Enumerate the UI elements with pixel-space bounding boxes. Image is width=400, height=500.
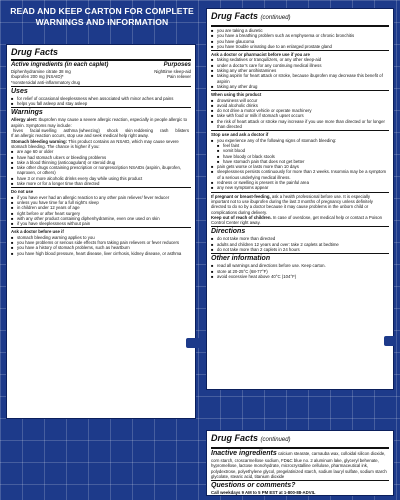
- divider: [211, 192, 389, 193]
- list-item: ■ if you have sleeplessness without pain: [11, 221, 191, 226]
- symptom: shock: [106, 128, 119, 134]
- stomach-warning: [11, 139, 191, 150]
- list-item: ■ take other drugs containing prescription or nonprescription NSAIDs (aspirin, ibuprofen, naproxen, or others): [11, 165, 191, 176]
- ingredient-purpose: Nighttime sleep-aid: [154, 69, 191, 74]
- keep-text: In case of overdose, get medical help or contact a Poison Control Center right away.: [211, 214, 383, 226]
- ingredient-name: Ibuprofen 200 mg (NSAID)*: [11, 74, 64, 80]
- ask-pharmacist-heading: Ask a doctor or pharmacist before use if you are: [211, 52, 310, 58]
- divider: [211, 226, 389, 227]
- questions-heading: Questions or comments?: [211, 482, 296, 490]
- list-item: ■ vomit blood: [211, 148, 389, 153]
- list-item: ■ adults and children 12 years and over: take 2 caplets at bedtime: [211, 242, 389, 247]
- ingredient-purpose: Pain reliever: [167, 74, 191, 80]
- list-item: ■ do not drive a motor vehicle or operate machinery: [211, 108, 389, 113]
- list-item: ■ have 3 or more alcoholic drinks every day while using this product: [11, 176, 191, 181]
- list-item: ■ feel faint: [211, 143, 389, 148]
- divider: [211, 90, 389, 91]
- divider: [11, 187, 191, 188]
- list-item: ■ redness or swelling is present in the painful area: [211, 180, 389, 185]
- stomach-label: Stomach bleeding warning:: [11, 138, 68, 144]
- other-info-heading: Other information: [211, 255, 271, 263]
- allergy-after: If an allergic reaction occurs, stop use and seek medical help right away.: [11, 133, 149, 139]
- pregnancy-warning: [211, 194, 389, 215]
- list-item: ■ stomach bleeding warning applies to you: [11, 235, 191, 240]
- symptom: facial swelling: [30, 128, 57, 134]
- list-item: ■ you experience any of the following signs of stomach bleeding:: [211, 138, 389, 143]
- inactive-text: calcium stearate, carnauba wax, colloidal silicon dioxide, corn starch, croscarmellose sodium, FD&C blue no. 2 aluminum lake, glyceryl behenate, hypromellose, lactose monohydrate, microcrystalline cellulose, pharmaceutical ink, polydextrose, polyethylene glycol, pregelatinized starch, sodium lauryl sulfate, sodium starch glycolate, stearic acid, titanium dioxide: [211, 451, 387, 479]
- symptom: asthma (wheezing): [63, 128, 100, 134]
- list-item: ■ taking aspirin for heart attack or stroke, because ibuprofen may decrease this benefit of aspirin: [211, 73, 389, 84]
- panel-title: [211, 11, 389, 24]
- drug-facts-panel-1: [6, 44, 196, 419]
- divider: [211, 130, 389, 131]
- list-item: ■ if you have ever had an allergic reaction to any other pain reliever/ fever reducer: [11, 195, 191, 200]
- divider: [11, 86, 191, 87]
- allergy-label: Allergy alert:: [11, 117, 38, 123]
- list-item: ■ avoid excessive heat above 40°C (104°F): [211, 274, 389, 279]
- stop-use-heading: Stop use and ask a doctor if: [211, 132, 269, 138]
- symptom: rash: [160, 128, 169, 134]
- nsaid-note: *nonsteroidal anti-inflammatory drug: [11, 79, 81, 85]
- list-item: ■ taking any other antihistamines: [211, 68, 389, 73]
- do-not-use-heading: Do not use: [11, 189, 34, 195]
- panel-title: Drug Facts: [11, 47, 59, 57]
- list-item: ■ in children under 12 years of age: [11, 205, 191, 210]
- list-item: ■ take with food or milk if stomach upset occurs: [211, 113, 389, 118]
- list-item: ■ you have a history of stomach problems, such as heartburn: [11, 245, 191, 250]
- keep-label: Keep out of reach of children.: [211, 214, 272, 220]
- symptom: skin reddening: [125, 128, 154, 134]
- divider: [11, 59, 191, 61]
- title-text: Drug Facts: [211, 433, 259, 443]
- list-item: ■ you have trouble urinating due to an enlarged prostate gland: [211, 44, 389, 49]
- list-item: ■ any new symptoms appear: [211, 185, 389, 190]
- list-item: ■ do not take more than 2 caplets in 24 hours: [211, 247, 389, 252]
- ingredient-name: Diphenhydramine citrate 38 mg: [11, 69, 71, 74]
- allergy-alert: [11, 117, 191, 128]
- questions-text: Call weekdays 9 AM to 5 PM EST at 1-800-88-ADVIL: [211, 490, 316, 496]
- list-item: ■ you have problems or serious side effects from taking pain relievers or fever reducers: [11, 240, 191, 245]
- divider: [211, 50, 389, 51]
- list-item: ■ have had stomach ulcers or bleeding problems: [11, 155, 191, 160]
- banner-line-1: READ AND KEEP CARTON FOR COMPLETE: [10, 6, 194, 16]
- drug-facts-panel-3: [206, 430, 394, 496]
- symptom: blisters: [175, 128, 190, 134]
- active-ingredients-header: [11, 62, 191, 69]
- active-heading: Active ingredients (in each caplet): [11, 62, 109, 68]
- drug-facts-panel-2: [206, 8, 394, 390]
- list-item: ■ take a blood thinning (anticoagulant) or steroid drug: [11, 160, 191, 165]
- list-item: ■ drowsiness will occur: [211, 98, 389, 103]
- allergy-text: Ibuprofen may cause a severe allergic reaction, especially in people allergic to aspirin. Symptoms may include:: [11, 117, 188, 128]
- keep-out-of-reach: [211, 215, 389, 226]
- uses-heading: Uses: [11, 87, 28, 95]
- list-item: ■ take more or for a longer time than directed: [11, 181, 191, 186]
- inactive-ingredients: [211, 450, 389, 479]
- panel-title: [211, 433, 389, 446]
- divider: [11, 107, 191, 108]
- banner-line-2: WARNINGS AND INFORMATION: [35, 17, 169, 27]
- ask-doctor-heading: Ask a doctor before use if: [11, 229, 64, 235]
- directions-heading: Directions: [211, 228, 246, 236]
- list-item: ■ you have a breathing problem such as emphysema or chronic bronchitis: [211, 33, 389, 38]
- continued-label: (continued): [260, 437, 291, 443]
- divider: [211, 447, 389, 449]
- list-item: ■ you are taking a diuretic: [211, 28, 389, 33]
- list-item: ■ the risk of heart attack or stroke may increase if you use more than directed or for longer than directed: [211, 119, 389, 130]
- list-item: ■ sleeplessness persists continuously for more than 2 weeks. Insomnia may be a symptom of a serious underlying medical illness.: [211, 169, 389, 180]
- divider: [211, 480, 389, 481]
- carton-tab: [186, 338, 200, 348]
- symptom: hives: [13, 128, 24, 134]
- carton-tab: [384, 336, 396, 346]
- list-item: ■ helps you fall asleep and stay asleep: [11, 101, 191, 106]
- divider: [211, 253, 389, 254]
- inactive-heading: Inactive ingredients: [211, 450, 277, 457]
- list-item: ■ have bloody or black stools: [211, 154, 389, 159]
- divider: [211, 25, 389, 27]
- list-item: ■ with any other product containing diphenhydramine, even one used on skin: [11, 216, 191, 221]
- list-item: ■ pain gets worse or lasts more than 10 days: [211, 164, 389, 169]
- stomach-text: This product contains an NSAID, which may cause severe stomach bleeding. The chance is higher if you:: [11, 138, 179, 149]
- list-item: ■ you have glaucoma: [211, 39, 389, 44]
- pregnancy-text: ask a health professional before use. It is especially important not to use ibuprofen during the last 3 months of pregnancy unless definitely directed to do so by a doctor because it may cause problems in the unborn child or complications during delivery.: [211, 193, 373, 215]
- list-item: ■ have stomach pain that does not get better: [211, 159, 389, 164]
- list-item: ■ are age 60 or older: [11, 149, 191, 154]
- title-text: Drug Facts: [211, 11, 259, 21]
- warning-banner: [8, 6, 196, 28]
- list-item: ■ taking sedatives or tranquilizers, or any other sleep-aid: [211, 57, 389, 62]
- list-item: ■ you have high blood pressure, heart disease, liver cirrhosis, kidney disease, or asthma: [11, 251, 191, 256]
- list-item: ■ taking any other drug: [211, 84, 389, 89]
- warnings-heading: Warnings: [11, 109, 43, 117]
- list-item: ■ for relief of occasional sleeplessness when associated with minor aches and pains: [11, 96, 191, 101]
- list-item: ■ right before or after heart surgery: [11, 211, 191, 216]
- purposes-heading: Purposes: [163, 62, 191, 68]
- list-item: ■ read all warnings and directions before use. Keep carton.: [211, 263, 389, 268]
- continued-label: (continued): [260, 15, 291, 21]
- list-item: ■ do not take more than directed: [211, 236, 389, 241]
- pregnancy-label: If pregnant or breast-feeding,: [211, 193, 271, 199]
- list-item: ■ store at 20-25°C (68-77°F): [211, 269, 389, 274]
- list-item: ■ unless you have time for a full night's sleep: [11, 200, 191, 205]
- list-item: ■ under a doctor's care for any continuing medical illness: [211, 63, 389, 68]
- divider: [11, 227, 191, 228]
- list-item: ■ avoid alcoholic drinks: [211, 103, 389, 108]
- when-using-heading: When using this product: [211, 92, 262, 98]
